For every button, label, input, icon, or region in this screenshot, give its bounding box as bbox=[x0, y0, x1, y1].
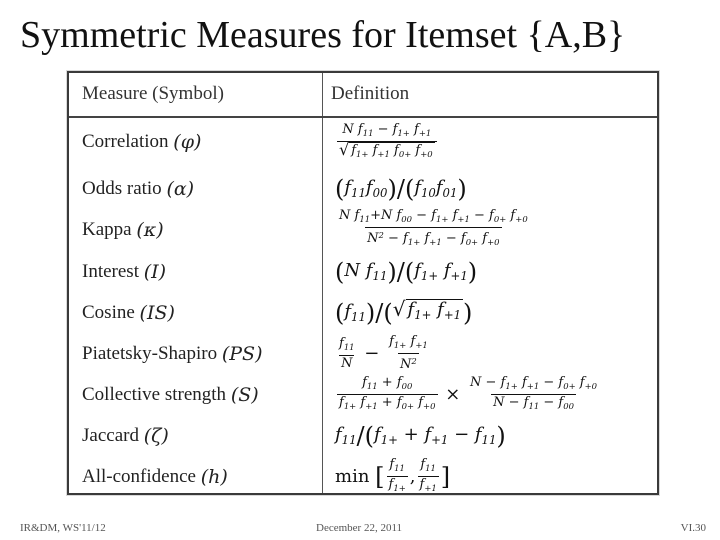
definition-correlation: N $f_{11} - f_{1+}$ $f_{+1}$ √ $f_{1+}$ $f_{+1}$ $f_{0+}$ $f_{+0}$ bbox=[335, 121, 439, 162]
measures-table bbox=[67, 71, 659, 495]
definition-collective-strength: $\frac{f_{11} + f_{00}}{f_{1+} f_{+1} + f_{0+} f_{+0}}$ × $\frac{N - f_{1+} f_{+1} - f_{0+} f_{+0}}{N - f_{11} - f_{00}}$ bbox=[335, 374, 601, 415]
definition-kappa: $\frac{N f_{11}+N f_{00} - f_{1+} f_{+1} - f_{0+} f_{+0}}{N^2 - f_{1+} f_{+1} - f_{0+} f_{+0}}$ bbox=[335, 209, 532, 250]
measure-name: Collective strength (S) bbox=[82, 383, 259, 406]
header-definition: Definition bbox=[331, 83, 410, 104]
footer-date: December 22, 2011 bbox=[316, 522, 403, 534]
measure-name: Jaccard (ζ) bbox=[82, 424, 169, 447]
definition-piatetsky-shapiro: $\frac{f_{11}}{N}$ − $\frac{f_{1+} f_{+1}}{N^2}$ bbox=[339, 334, 428, 373]
slide-title: Symmetric Measures for Itemset {A,B} bbox=[20, 14, 626, 56]
measure-name: Correlation (φ) bbox=[82, 130, 202, 153]
table-row-kappa bbox=[69, 209, 657, 250]
measure-name: Cosine (IS) bbox=[82, 301, 175, 324]
definition-cosine: ( $f_{11}$ ) / ( √ $f_{1+}$ $f_{+1}$ ) bbox=[335, 297, 473, 327]
measure-name: All-confidence (h) bbox=[82, 465, 228, 488]
footer-slide-number: VI.30 bbox=[680, 522, 706, 534]
table-row-correlation bbox=[69, 121, 657, 162]
table-row-piatetsky-shapiro bbox=[69, 333, 657, 374]
definition-odds-ratio: ( $f_{11}f_{00}$ ) / ( $f_{10}f_{01}$ ) bbox=[335, 174, 467, 203]
measure-name: Interest (I) bbox=[82, 260, 167, 283]
table-row-collective-strength bbox=[69, 374, 657, 415]
table-row-odds-ratio bbox=[69, 168, 657, 209]
footer-course: IR&DM, WS'11/12 bbox=[20, 522, 106, 534]
table-row-jaccard bbox=[69, 415, 657, 456]
header-measure: Measure (Symbol) bbox=[82, 83, 224, 104]
table-row-cosine bbox=[69, 292, 657, 333]
header-rule bbox=[69, 116, 657, 118]
table-row-all-confidence bbox=[69, 456, 657, 497]
measure-name: Piatetsky-Shapiro (PS) bbox=[82, 342, 263, 365]
definition-all-confidence: min [ $\frac{f_{11}}{f_{1+}}$ , $\frac{f_{11}}{f_{+1}}$ ] bbox=[335, 456, 450, 497]
table-row-interest bbox=[69, 251, 657, 292]
measure-name: Odds ratio (α) bbox=[82, 177, 195, 200]
measure-name: Kappa (κ) bbox=[82, 218, 164, 241]
definition-jaccard: $f_{11}$ / ( $f_{1+} + f_{+1} - f_{11}$ ) bbox=[335, 421, 506, 450]
definition-interest: ( N $f_{11}$ ) / ( $f_{1+}$ $f_{+1}$ ) bbox=[335, 257, 478, 286]
